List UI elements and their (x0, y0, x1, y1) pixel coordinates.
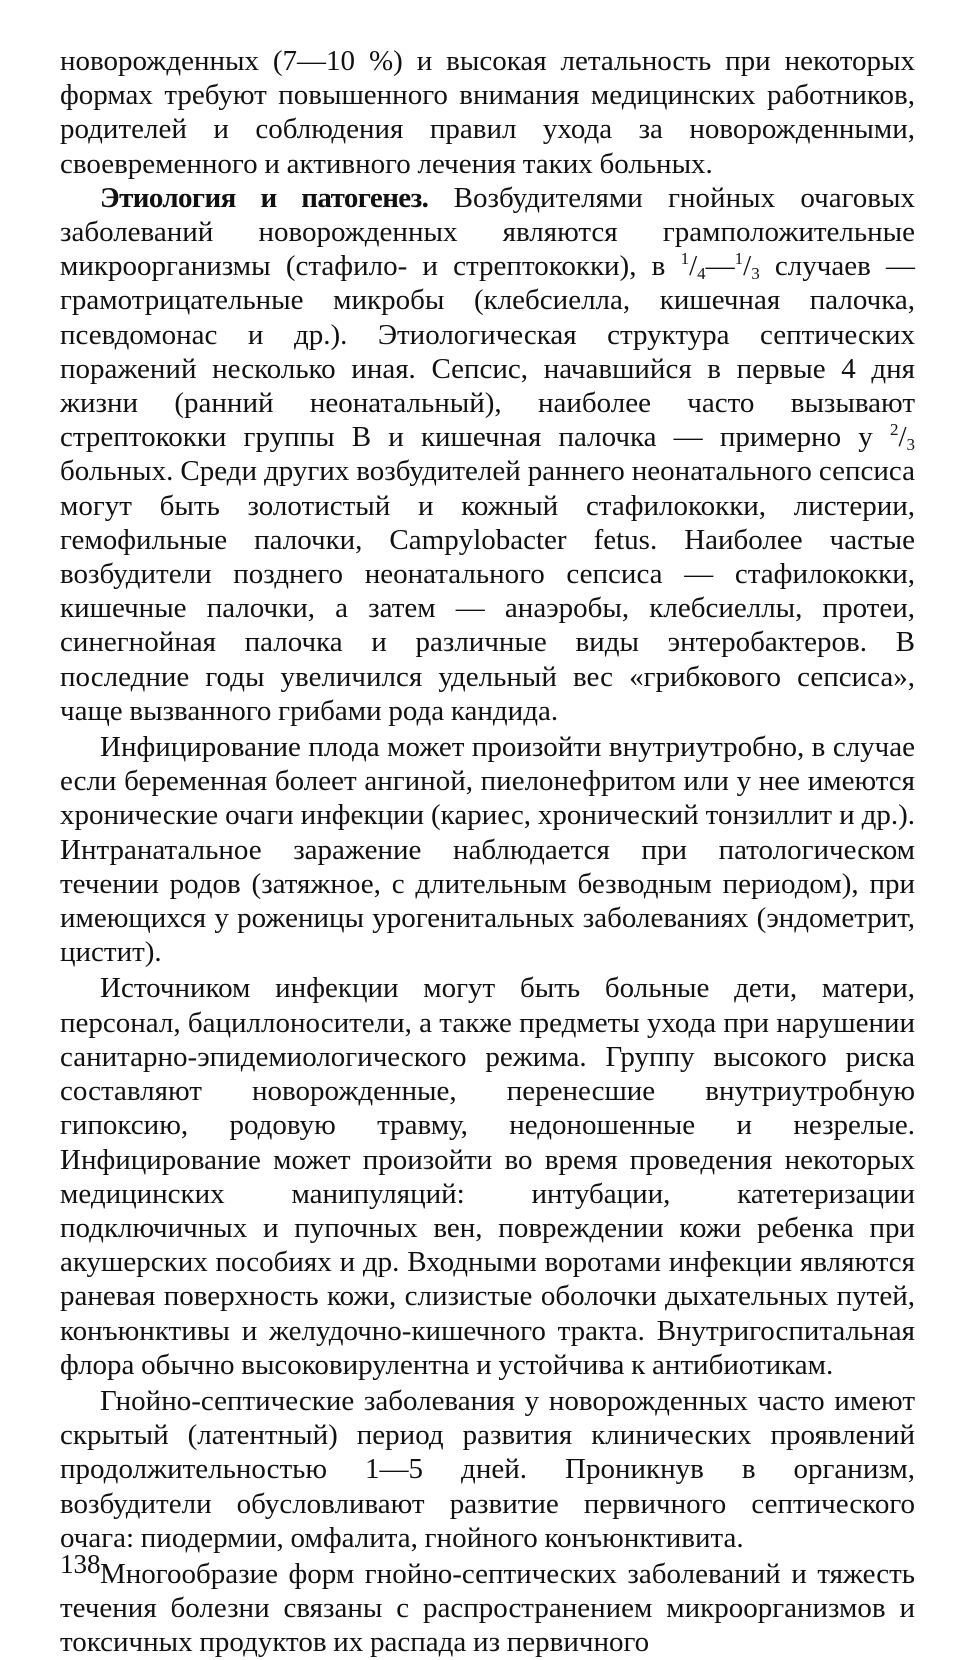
paragraph-fetal-infection: Инфицирование плода может произойти внутриутробно, в случае если беременная болеет ангиной, пиелонефритом или у нее имеются хронические очаги инфекции (кариес, хронический тонзиллит и др.). Интранатальное заражение наблюдается при патологическом течении родов (затяжное, с длительным безводным периодом), при имеющихся у роженицы урогенитальных заболеваниях (эндометрит, цистит). (60, 731, 915, 969)
section-heading-etiology: Этиология и патогенез. (100, 181, 429, 214)
paragraph-infection-source: Источником инфекции могут быть больные дети, матери, персонал, бациллоносители, а также предметы ухода при нарушении санитарно-эпидемиологического режима. Группу высокого риска составляют новорожденные, перенесшие внутриутробную гипоксию, родовую травму, недоношенные и незрелые. Инфицирование может произойти во время проведения некоторых медицинских манипуляций: интубации, катетеризации подключичных и пупочных вен, повреждении кожи ребенка при акушерских пособиях и др. Входными воротами инфекции являются раневая поверхность кожи, слизистые оболочки дыхательных путей, конъюнктивы и желудочно-кишечного тракта. Внутригоспитальная флора обычно высоковирулентна и устойчива к антибиотикам. (60, 972, 915, 1381)
fraction-two-thirds: $^2/_3$ (889, 420, 915, 455)
fraction-one-third: $^1/_3$ (734, 249, 760, 284)
paragraph-text: больных. Среди других возбудителей раннего неонатального сепсиса могут быть золотистый и кожный стафилококки, листерии, гемофильные палочки, Campylobacter fetus. Наиболее частые возбудители позднего неонатального сепсиса — стафилококки, кишечные палочки, а затем — анаэробы, клебсиеллы, протеи, синегнойная палочка и различные виды энтеробактеров. В последние годы увеличился удельный вес «грибкового сепсиса», чаще вызванного грибами рода кандида. (60, 455, 915, 727)
paragraph-forms-diversity: Многообразие форм гнойно-септических заболеваний и тяжесть течения болезни связаны с распространением микроорганизмов и токсичных продуктов их распада из первичного (60, 1557, 915, 1659)
page-number: 138 (60, 1549, 101, 1579)
paragraph-latent-period: Гнойно-септические заболевания у новорожденных часто имеют скрытый (латентный) период развития клинических проявлений продолжительностью 1—5 дней. Проникнув в организм, возбудители обусловливают развитие первичного септического очага: пиодермии, омфалита, гнойного конъюнктивита. (60, 1384, 915, 1554)
paragraph-etiology: Этиология и патогенез. Возбудителями гнойных очаговых заболеваний новорожденных являются грамположительные микроорганизмы (стафило- и стрептококки), в $^1/_4—^1/_3$ случаев — грамотрицательные микробы (клебсиелла, кишечная палочка, псевдомонас и др.). Этиологическая структура септических поражений несколько иная. Сепсис, начавшийся в первые 4 дня жизни (ранний неонатальный), наиболее часто вызывают стрептококки группы В и кишечная палочка — примерно у $^2/_3$ больных. Среди других возбудителей раннего неонатального сепсиса могут быть золотистый и кожный стафилококки, листерии, гемофильные палочки, Campylobacter fetus. Наиболее частые возбудители позднего неонатального сепсиса — стафилококки, кишечные палочки, а затем — анаэробы, клебсиеллы, протеи, синегнойная палочка и различные виды энтеробактеров. В последние годы увеличился удельный вес «грибкового сепсиса», чаще вызванного грибами рода кандида. (60, 181, 915, 727)
fraction-one-quarter: $^1/_4$ (680, 249, 706, 284)
paragraph-text: Возбудителями гнойных очаговых заболеваний новорожденных являются грамположительные микроорганизмы (стафило- и стрептококки), в (60, 181, 915, 283)
paragraph-continuation: новорожденных (7—10 %) и высокая летальность при некоторых формах требуют повышенного внимания медицинских работников, родителей и соблюдения правил ухода за новорожденными, своевременного и активного лечения таких больных. (60, 45, 915, 180)
paragraph-text: случаев — грамотрицательные микробы (клебсиелла, кишечная палочка, псевдомонас и др.). Этиологическая структура септических поражений несколько иная. Сепсис, начавшийся в первые 4 дня жизни (ранний неонатальный), наиболее часто вызывают стрептококки группы В и кишечная палочка — примерно у (60, 250, 915, 454)
